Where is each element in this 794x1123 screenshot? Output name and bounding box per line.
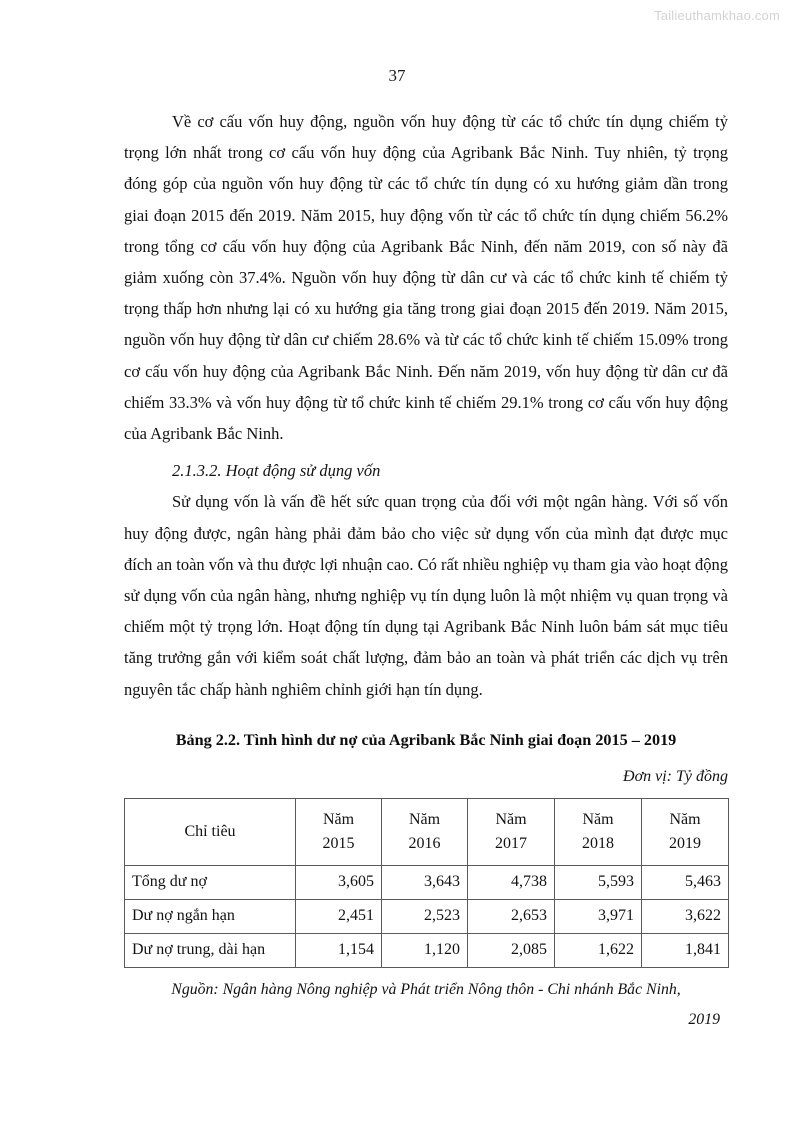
- page-number: 37: [388, 66, 406, 85]
- year-word: Năm: [669, 810, 701, 828]
- cell-medlong-2018: 1,622: [555, 933, 642, 967]
- year-word: Năm: [495, 810, 527, 828]
- table-caption: Bảng 2.2. Tình hình dư nợ của Agribank Bắc Ninh giai đoạn 2015 – 2019: [175, 730, 677, 749]
- cell-total-2017: 4,738: [468, 865, 555, 899]
- paragraph-capital-structure: Về cơ cấu vốn huy động, nguồn vốn huy động từ các tổ chức tín dụng chiếm tỷ trọng lớn nhất trong cơ cấu vốn huy động của Agribank Bắc Ninh. Tuy nhiên, tỷ trọng đóng góp của nguồn vốn huy động từ các tổ chức tín dụng có xu hướng giảm dần trong giai đoạn 2015 đến 2019. Năm 2015, huy động vốn từ các tổ chức tín dụng chiếm 56.2% trong tổng cơ cấu vốn huy động của Agribank Bắc Ninh, đến năm 2019, con số này đã giảm xuống còn 37.4%. Nguồn vốn huy động từ dân cư và các tổ chức kinh tế chiếm tỷ trọng thấp hơn nhưng lại có xu hướng gia tăng trong giai đoạn 2015 đến 2019. Năm 2015, nguồn vốn huy động từ dân cư chiếm 28.6% và từ các tổ chức kinh tế chiếm 15.09% trong cơ cấu vốn huy động của Agribank Bắc Ninh. Đến năm 2019, vốn huy động từ dân cư đã chiếm 33.3% và vốn huy động từ tổ chức kinh tế chiếm 29.1% trong cơ cấu vốn huy động của Agribank Bắc Ninh.: [124, 112, 728, 444]
- section-heading-2-1-3-2: 2.1.3.2. Hoạt động sử dụng vốn: [172, 461, 381, 481]
- cell-short-2018: 3,971: [555, 899, 642, 933]
- page-content: [124, 106, 728, 1035]
- cell-short-2017: 2,653: [468, 899, 555, 933]
- cell-total-2016: 3,643: [382, 865, 468, 899]
- row-label-short-term-debt: Dư nợ ngắn hạn: [125, 899, 296, 933]
- debt-balance-table: [124, 798, 729, 968]
- header-cell-year-2015: [296, 798, 382, 865]
- table-header-row: [125, 798, 729, 865]
- cell-short-2016: 2,523: [382, 899, 468, 933]
- header-cell-year-2017: [468, 798, 555, 865]
- header-cell-year-2016: [382, 798, 468, 865]
- source-note-line-2: 2019: [688, 1010, 720, 1028]
- header-cell-year-2018: [555, 798, 642, 865]
- cell-short-2019: 3,622: [642, 899, 729, 933]
- paragraph-capital-usage: Sử dụng vốn là vấn đề hết sức quan trọng của đối với một ngân hàng. Với số vốn huy động được, ngân hàng phải đảm bảo cho việc sử dụng vốn của mình đạt được mục đích an toàn vốn và thu được lợi nhuận cao. Có rất nhiều nghiệp vụ tham gia vào hoạt động sử dụng vốn của ngân hàng, nhưng nghiệp vụ tín dụng luôn là một nhiệm vụ quan trọng và chiếm một tỷ trọng lớn. Hoạt động tín dụng tại Agribank Bắc Ninh luôn bám sát mục tiêu tăng trưởng gắn với kiểm soát chất lượng, đảm bảo an toàn và phát triển các dịch vụ trên nguyên tắc chấp hành nghiêm chỉnh giới hạn tín dụng.: [124, 492, 728, 699]
- year-word: Năm: [322, 810, 355, 828]
- cell-total-2019: 5,463: [642, 865, 729, 899]
- cell-total-2018: 5,593: [555, 865, 642, 899]
- cell-medlong-2015: 1,154: [296, 933, 382, 967]
- site-watermark: Tailieuthamkhao.com: [654, 8, 780, 23]
- cell-short-2015: 2,451: [296, 899, 382, 933]
- table-row: [125, 899, 729, 933]
- header-cell-year-2019: [642, 798, 729, 865]
- year-value: 2015: [322, 834, 355, 852]
- year-value: 2018: [582, 834, 614, 852]
- row-label-total-debt: Tổng dư nợ: [125, 865, 296, 899]
- cell-medlong-2019: 1,841: [642, 933, 729, 967]
- cell-total-2015: 3,605: [296, 865, 382, 899]
- year-value: 2019: [669, 834, 701, 852]
- year-word: Năm: [582, 810, 614, 828]
- source-note-line-1: Nguồn: Ngân hàng Nông nghiệp và Phát triển Nông thôn - Chi nhánh Bắc Ninh,: [171, 980, 681, 998]
- table-row: [125, 933, 729, 967]
- year-value: 2017: [495, 834, 527, 852]
- year-value: 2016: [408, 834, 441, 852]
- table-source-note: [124, 975, 728, 1035]
- header-cell-indicator: Chỉ tiêu: [125, 798, 296, 865]
- table-unit-note: Đơn vị: Tỷ đồng: [623, 767, 728, 785]
- cell-medlong-2016: 1,120: [382, 933, 468, 967]
- row-label-medium-long-term-debt: Dư nợ trung, dài hạn: [125, 933, 296, 967]
- cell-medlong-2017: 2,085: [468, 933, 555, 967]
- table-row: [125, 865, 729, 899]
- year-word: Năm: [408, 810, 441, 828]
